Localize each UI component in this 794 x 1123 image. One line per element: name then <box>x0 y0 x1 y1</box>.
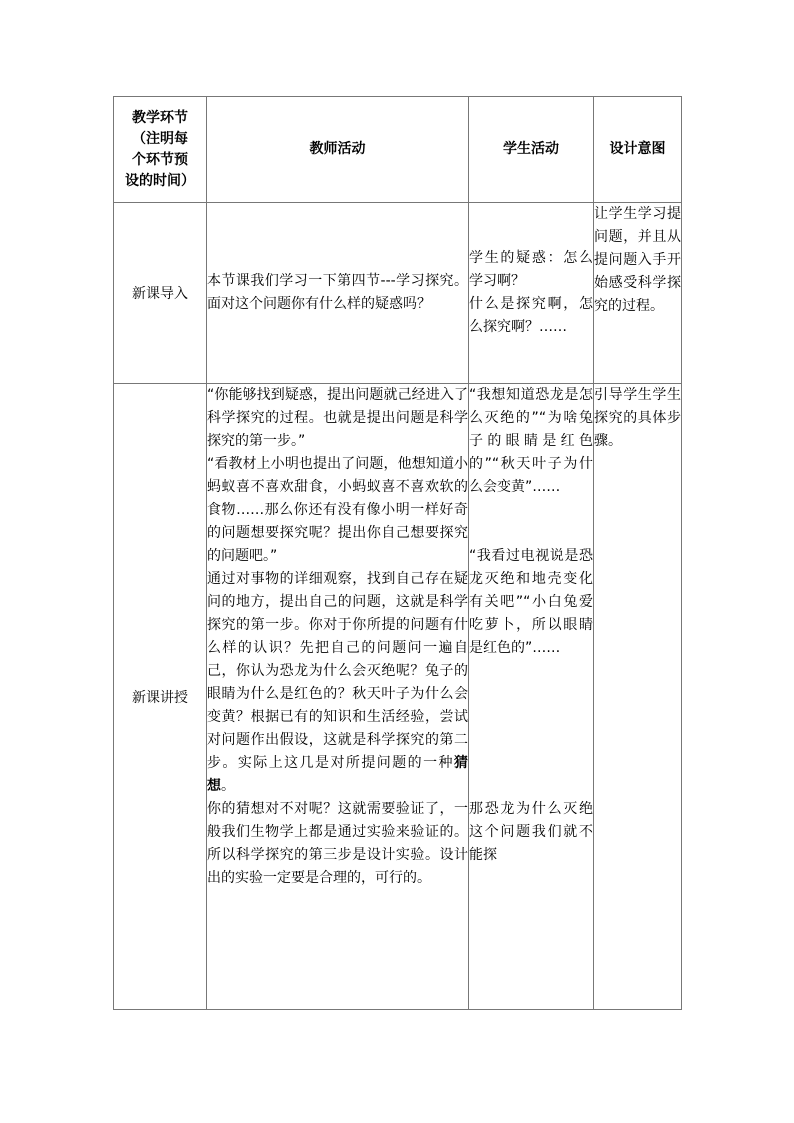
stage-cell: 新课讲授 <box>114 384 207 1010</box>
stage-cell: 新课导入 <box>114 203 207 384</box>
teacher-cell <box>207 203 469 384</box>
design-text: 引导学生学生探究的具体步骤。 <box>594 387 681 449</box>
header-row <box>114 97 682 203</box>
emphasis-text: 猜想 <box>207 755 468 794</box>
student-text: 那恐龙为什么灭绝这个问题我们就不能探 <box>469 801 593 863</box>
teacher-text: “看教材上小明也提出了问题，他想知道小蚂蚁喜不喜欢甜食，小蚂蚁喜不喜欢软的食物……那么你还有没有像小明一样好奇的问题想要探究呢？提出你自己想要探究的问题吧。” <box>207 456 468 564</box>
student-text: “我看过电视说是恐龙灭绝和地壳变化有关吧”“小白兔爱吃萝卜，所以眼睛是红色的”…… <box>469 548 593 656</box>
spacer <box>469 499 593 545</box>
header-stage: 教学环节 （注明每 个环节预 设的时间） <box>114 97 207 203</box>
student-cell <box>469 203 594 384</box>
lesson-plan-table <box>113 96 682 1010</box>
teacher-text: 通过对事物的详细观察，找到自己存在疑问的地方，提出自己的问题，这就是科学探究的第一步。你对于你所提的问题有什么样的认识？先把自己的问题问一遍自己，你认为恐龙为什么会灭绝呢？兔子的眼睛为什么是红色的？秋天叶子为什么会变黄？根据已有的知识和生活经验，尝试对问题作出假设，这就是科学探究的第二步。实际上这几是对所提问题的一种猜想。 <box>207 571 468 794</box>
spacer <box>469 660 593 798</box>
student-cell <box>469 384 594 1010</box>
table-row <box>114 384 682 1010</box>
teacher-cell <box>207 384 469 1010</box>
design-text: 让学生学习提问题，并且从提问题入手开始感受科学探究的过程。 <box>594 206 681 314</box>
design-cell <box>594 203 682 384</box>
header-student: 学生活动 <box>469 97 594 203</box>
teacher-text: 本节课我们学习一下第四节---学习探究。面对这个问题你有什么样的疑惑吗？ <box>207 273 468 312</box>
student-text: 什么是探究啊，怎么探究啊？…… <box>469 296 593 335</box>
header-design: 设计意图 <box>594 97 682 203</box>
table-row <box>114 203 682 384</box>
student-text: “我想知道恐龙是怎么灭绝的”“为啥兔子的眼睛是红色的”“秋天叶子为什么会变黄”…… <box>469 387 593 495</box>
design-cell <box>594 384 682 1010</box>
teacher-text: “你能够找到疑惑，提出问题就己经进入了科学探究的过程。也就是提出问题是科学探究的第一步。” <box>207 387 468 449</box>
teacher-text: 你的猜想对不对呢？这就需要验证了，一般我们生物学上都是通过实验来验证的。所以科学探究的第三步是设计实验。设计出的实验一定要是合理的，可行的。 <box>207 801 468 886</box>
header-teacher: 教师活动 <box>207 97 469 203</box>
student-text: 学生的疑惑：怎么学习啊？ <box>469 250 593 289</box>
